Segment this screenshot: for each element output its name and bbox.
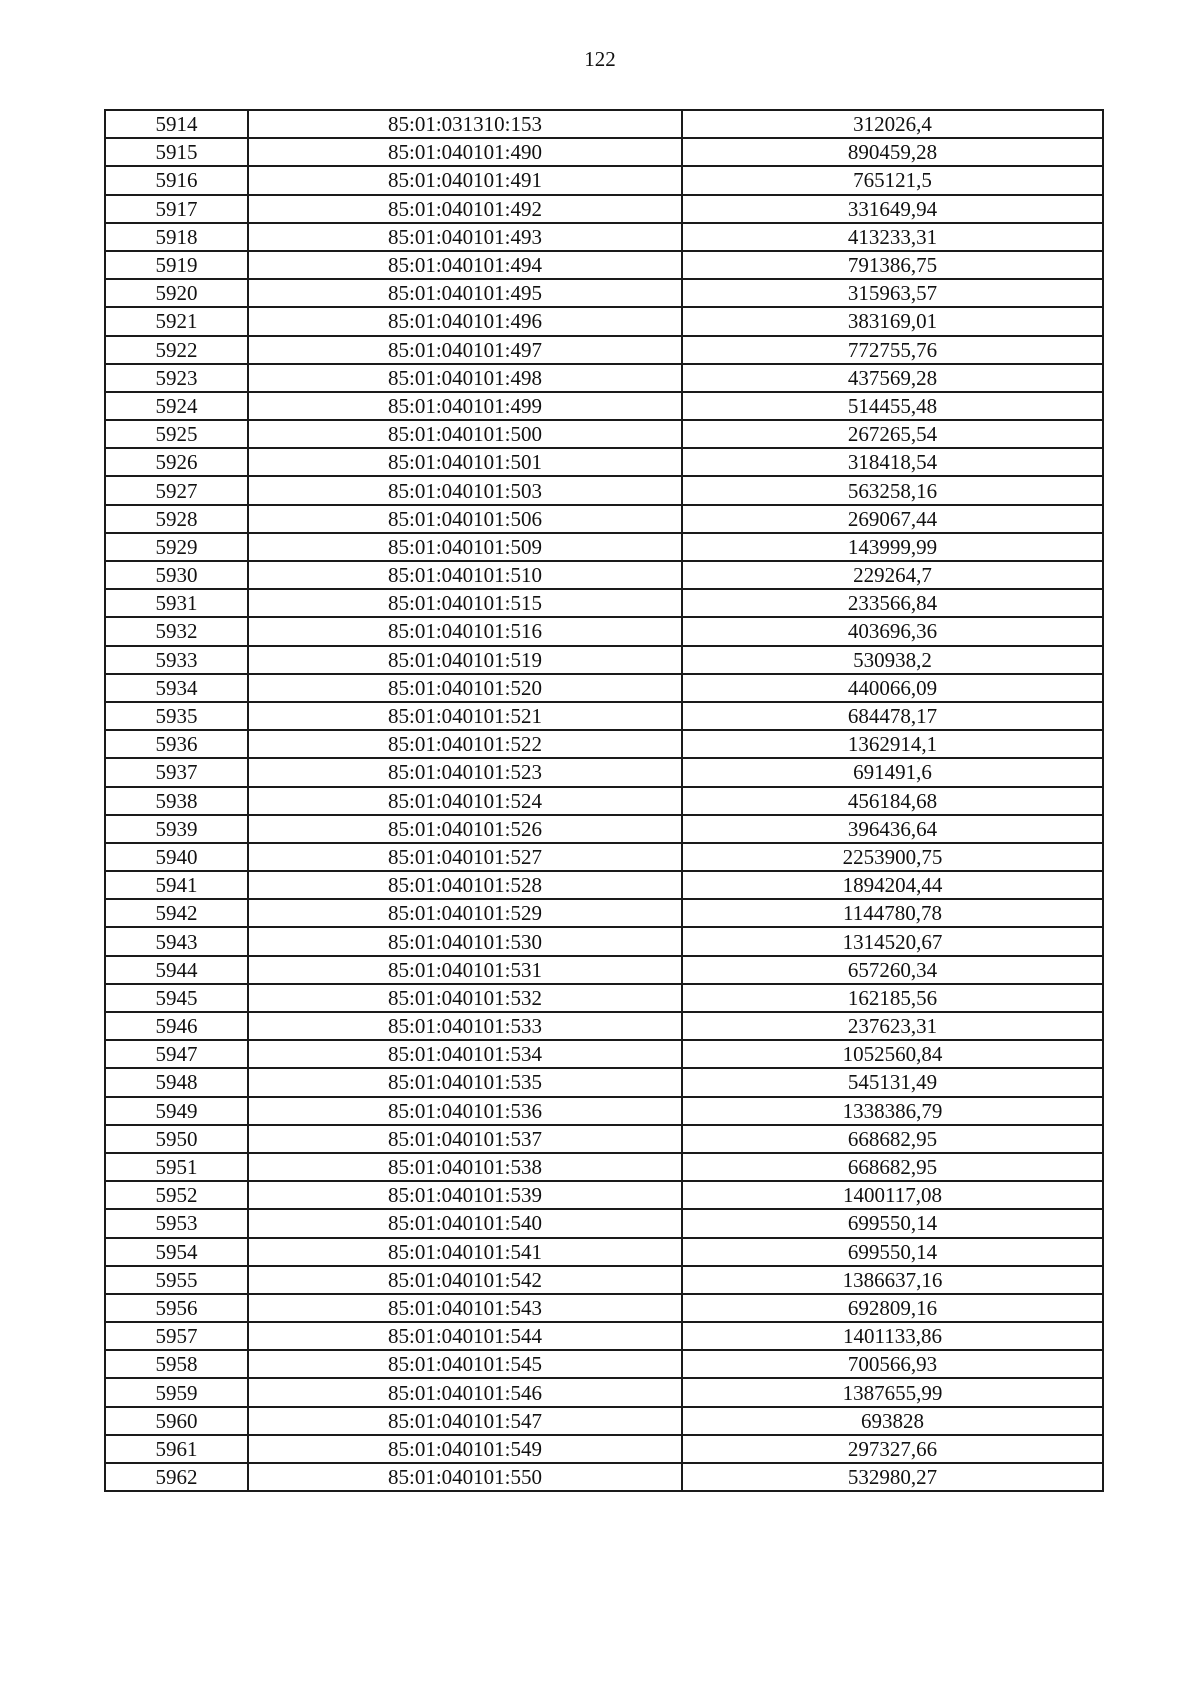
cadastral-number-cell: 85:01:040101:519 bbox=[248, 646, 682, 674]
table-row bbox=[105, 617, 1103, 645]
table-row bbox=[105, 1153, 1103, 1181]
value-cell: 267265,54 bbox=[682, 420, 1103, 448]
cadastral-number-cell: 85:01:040101:533 bbox=[248, 1012, 682, 1040]
value-cell: 657260,34 bbox=[682, 956, 1103, 984]
value-cell: 233566,84 bbox=[682, 589, 1103, 617]
row-number-cell: 5917 bbox=[105, 195, 248, 223]
cadastral-number-cell: 85:01:040101:493 bbox=[248, 223, 682, 251]
table-row bbox=[105, 1266, 1103, 1294]
row-number-cell: 5925 bbox=[105, 420, 248, 448]
cadastral-number-cell: 85:01:040101:516 bbox=[248, 617, 682, 645]
value-cell: 791386,75 bbox=[682, 251, 1103, 279]
value-cell: 403696,36 bbox=[682, 617, 1103, 645]
row-number-cell: 5943 bbox=[105, 927, 248, 955]
value-cell: 532980,27 bbox=[682, 1463, 1103, 1491]
cadastral-number-cell: 85:01:040101:545 bbox=[248, 1350, 682, 1378]
table-row bbox=[105, 1238, 1103, 1266]
table-row bbox=[105, 251, 1103, 279]
table-row bbox=[105, 758, 1103, 786]
table-row bbox=[105, 307, 1103, 335]
value-cell: 1052560,84 bbox=[682, 1040, 1103, 1068]
value-cell: 692809,16 bbox=[682, 1294, 1103, 1322]
row-number-cell: 5916 bbox=[105, 166, 248, 194]
row-number-cell: 5937 bbox=[105, 758, 248, 786]
value-cell: 1386637,16 bbox=[682, 1266, 1103, 1294]
row-number-cell: 5920 bbox=[105, 279, 248, 307]
row-number-cell: 5952 bbox=[105, 1181, 248, 1209]
row-number-cell: 5935 bbox=[105, 702, 248, 730]
cadastral-number-cell: 85:01:040101:491 bbox=[248, 166, 682, 194]
value-cell: 1314520,67 bbox=[682, 927, 1103, 955]
value-cell: 437569,28 bbox=[682, 364, 1103, 392]
value-cell: 765121,5 bbox=[682, 166, 1103, 194]
row-number-cell: 5938 bbox=[105, 787, 248, 815]
row-number-cell: 5941 bbox=[105, 871, 248, 899]
row-number-cell: 5950 bbox=[105, 1125, 248, 1153]
cadastral-number-cell: 85:01:040101:515 bbox=[248, 589, 682, 617]
row-number-cell: 5957 bbox=[105, 1322, 248, 1350]
table-row bbox=[105, 984, 1103, 1012]
table-row bbox=[105, 279, 1103, 307]
table-row bbox=[105, 730, 1103, 758]
row-number-cell: 5959 bbox=[105, 1378, 248, 1406]
value-cell: 1387655,99 bbox=[682, 1378, 1103, 1406]
value-cell: 1144780,78 bbox=[682, 899, 1103, 927]
value-cell: 315963,57 bbox=[682, 279, 1103, 307]
row-number-cell: 5921 bbox=[105, 307, 248, 335]
table-row bbox=[105, 1209, 1103, 1237]
cadastral-number-cell: 85:01:040101:524 bbox=[248, 787, 682, 815]
row-number-cell: 5956 bbox=[105, 1294, 248, 1322]
row-number-cell: 5955 bbox=[105, 1266, 248, 1294]
table-row bbox=[105, 843, 1103, 871]
cadastral-number-cell: 85:01:040101:543 bbox=[248, 1294, 682, 1322]
table-row bbox=[105, 927, 1103, 955]
cadastral-number-cell: 85:01:040101:547 bbox=[248, 1407, 682, 1435]
value-cell: 700566,93 bbox=[682, 1350, 1103, 1378]
row-number-cell: 5942 bbox=[105, 899, 248, 927]
cadastral-number-cell: 85:01:040101:549 bbox=[248, 1435, 682, 1463]
value-cell: 269067,44 bbox=[682, 505, 1103, 533]
cadastral-number-cell: 85:01:040101:506 bbox=[248, 505, 682, 533]
table-row bbox=[105, 476, 1103, 504]
row-number-cell: 5931 bbox=[105, 589, 248, 617]
value-cell: 514455,48 bbox=[682, 392, 1103, 420]
cadastral-number-cell: 85:01:040101:522 bbox=[248, 730, 682, 758]
value-cell: 383169,01 bbox=[682, 307, 1103, 335]
row-number-cell: 5949 bbox=[105, 1097, 248, 1125]
value-cell: 1401133,86 bbox=[682, 1322, 1103, 1350]
table-row bbox=[105, 533, 1103, 561]
cadastral-number-cell: 85:01:040101:520 bbox=[248, 674, 682, 702]
value-cell: 530938,2 bbox=[682, 646, 1103, 674]
value-cell: 772755,76 bbox=[682, 336, 1103, 364]
table-row bbox=[105, 815, 1103, 843]
table-row bbox=[105, 195, 1103, 223]
cadastral-number-cell: 85:01:040101:490 bbox=[248, 138, 682, 166]
cadastral-number-cell: 85:01:040101:498 bbox=[248, 364, 682, 392]
cadastral-number-cell: 85:01:040101:527 bbox=[248, 843, 682, 871]
table-row bbox=[105, 702, 1103, 730]
value-cell: 1400117,08 bbox=[682, 1181, 1103, 1209]
value-cell: 162185,56 bbox=[682, 984, 1103, 1012]
table-row bbox=[105, 392, 1103, 420]
cadastral-number-cell: 85:01:040101:529 bbox=[248, 899, 682, 927]
cadastral-number-cell: 85:01:040101:500 bbox=[248, 420, 682, 448]
row-number-cell: 5946 bbox=[105, 1012, 248, 1040]
page-number: 122 bbox=[584, 47, 616, 71]
row-number-cell: 5930 bbox=[105, 561, 248, 589]
value-cell: 1338386,79 bbox=[682, 1097, 1103, 1125]
cadastral-number-cell: 85:01:040101:542 bbox=[248, 1266, 682, 1294]
value-cell: 297327,66 bbox=[682, 1435, 1103, 1463]
table-row bbox=[105, 223, 1103, 251]
cadastral-number-cell: 85:01:040101:539 bbox=[248, 1181, 682, 1209]
cadastral-number-cell: 85:01:040101:532 bbox=[248, 984, 682, 1012]
value-cell: 456184,68 bbox=[682, 787, 1103, 815]
value-cell: 691491,6 bbox=[682, 758, 1103, 786]
cadastral-number-cell: 85:01:040101:501 bbox=[248, 448, 682, 476]
cadastral-value-table bbox=[104, 109, 1104, 1492]
cadastral-number-cell: 85:01:040101:497 bbox=[248, 336, 682, 364]
value-cell: 668682,95 bbox=[682, 1153, 1103, 1181]
row-number-cell: 5922 bbox=[105, 336, 248, 364]
value-cell: 237623,31 bbox=[682, 1012, 1103, 1040]
row-number-cell: 5929 bbox=[105, 533, 248, 561]
value-cell: 668682,95 bbox=[682, 1125, 1103, 1153]
row-number-cell: 5932 bbox=[105, 617, 248, 645]
table-row bbox=[105, 1463, 1103, 1491]
table-body bbox=[105, 110, 1103, 1491]
row-number-cell: 5954 bbox=[105, 1238, 248, 1266]
table-row bbox=[105, 589, 1103, 617]
cadastral-number-cell: 85:01:040101:499 bbox=[248, 392, 682, 420]
table-row bbox=[105, 1350, 1103, 1378]
row-number-cell: 5924 bbox=[105, 392, 248, 420]
table-row bbox=[105, 1322, 1103, 1350]
value-cell: 890459,28 bbox=[682, 138, 1103, 166]
table-row bbox=[105, 1068, 1103, 1096]
row-number-cell: 5947 bbox=[105, 1040, 248, 1068]
value-cell: 143999,99 bbox=[682, 533, 1103, 561]
value-cell: 413233,31 bbox=[682, 223, 1103, 251]
table-row bbox=[105, 1012, 1103, 1040]
cadastral-number-cell: 85:01:040101:537 bbox=[248, 1125, 682, 1153]
row-number-cell: 5944 bbox=[105, 956, 248, 984]
value-cell: 684478,17 bbox=[682, 702, 1103, 730]
cadastral-number-cell: 85:01:040101:538 bbox=[248, 1153, 682, 1181]
table-row bbox=[105, 1435, 1103, 1463]
value-cell: 2253900,75 bbox=[682, 843, 1103, 871]
table-row bbox=[105, 674, 1103, 702]
table-row bbox=[105, 871, 1103, 899]
table-row bbox=[105, 1040, 1103, 1068]
row-number-cell: 5923 bbox=[105, 364, 248, 392]
cadastral-number-cell: 85:01:040101:540 bbox=[248, 1209, 682, 1237]
row-number-cell: 5934 bbox=[105, 674, 248, 702]
row-number-cell: 5945 bbox=[105, 984, 248, 1012]
table-row bbox=[105, 336, 1103, 364]
table-row bbox=[105, 505, 1103, 533]
cadastral-number-cell: 85:01:040101:526 bbox=[248, 815, 682, 843]
row-number-cell: 5939 bbox=[105, 815, 248, 843]
value-cell: 312026,4 bbox=[682, 110, 1103, 138]
cadastral-number-cell: 85:01:040101:495 bbox=[248, 279, 682, 307]
table-row bbox=[105, 364, 1103, 392]
table-row bbox=[105, 1378, 1103, 1406]
table-row bbox=[105, 110, 1103, 138]
cadastral-number-cell: 85:01:040101:530 bbox=[248, 927, 682, 955]
cadastral-number-cell: 85:01:040101:536 bbox=[248, 1097, 682, 1125]
cadastral-number-cell: 85:01:040101:510 bbox=[248, 561, 682, 589]
row-number-cell: 5962 bbox=[105, 1463, 248, 1491]
cadastral-number-cell: 85:01:040101:541 bbox=[248, 1238, 682, 1266]
cadastral-number-cell: 85:01:040101:544 bbox=[248, 1322, 682, 1350]
row-number-cell: 5914 bbox=[105, 110, 248, 138]
table-row bbox=[105, 1294, 1103, 1322]
cadastral-number-cell: 85:01:040101:523 bbox=[248, 758, 682, 786]
table-row bbox=[105, 899, 1103, 927]
value-cell: 545131,49 bbox=[682, 1068, 1103, 1096]
row-number-cell: 5919 bbox=[105, 251, 248, 279]
table-row bbox=[105, 956, 1103, 984]
row-number-cell: 5940 bbox=[105, 843, 248, 871]
row-number-cell: 5953 bbox=[105, 1209, 248, 1237]
row-number-cell: 5926 bbox=[105, 448, 248, 476]
cadastral-number-cell: 85:01:040101:534 bbox=[248, 1040, 682, 1068]
table-row bbox=[105, 561, 1103, 589]
value-cell: 396436,64 bbox=[682, 815, 1103, 843]
cadastral-number-cell: 85:01:040101:496 bbox=[248, 307, 682, 335]
table-row bbox=[105, 1181, 1103, 1209]
cadastral-number-cell: 85:01:031310:153 bbox=[248, 110, 682, 138]
value-cell: 1894204,44 bbox=[682, 871, 1103, 899]
value-cell: 699550,14 bbox=[682, 1209, 1103, 1237]
cadastral-number-cell: 85:01:040101:546 bbox=[248, 1378, 682, 1406]
value-cell: 693828 bbox=[682, 1407, 1103, 1435]
table-row bbox=[105, 1097, 1103, 1125]
cadastral-number-cell: 85:01:040101:509 bbox=[248, 533, 682, 561]
row-number-cell: 5960 bbox=[105, 1407, 248, 1435]
row-number-cell: 5961 bbox=[105, 1435, 248, 1463]
table-row bbox=[105, 787, 1103, 815]
row-number-cell: 5915 bbox=[105, 138, 248, 166]
cadastral-number-cell: 85:01:040101:492 bbox=[248, 195, 682, 223]
cadastral-number-cell: 85:01:040101:550 bbox=[248, 1463, 682, 1491]
table-row bbox=[105, 420, 1103, 448]
table-row bbox=[105, 166, 1103, 194]
table-row bbox=[105, 138, 1103, 166]
table-row bbox=[105, 646, 1103, 674]
table-row bbox=[105, 448, 1103, 476]
cadastral-number-cell: 85:01:040101:528 bbox=[248, 871, 682, 899]
row-number-cell: 5948 bbox=[105, 1068, 248, 1096]
row-number-cell: 5933 bbox=[105, 646, 248, 674]
value-cell: 318418,54 bbox=[682, 448, 1103, 476]
cadastral-number-cell: 85:01:040101:494 bbox=[248, 251, 682, 279]
value-cell: 563258,16 bbox=[682, 476, 1103, 504]
value-cell: 331649,94 bbox=[682, 195, 1103, 223]
value-cell: 440066,09 bbox=[682, 674, 1103, 702]
value-cell: 1362914,1 bbox=[682, 730, 1103, 758]
cadastral-number-cell: 85:01:040101:521 bbox=[248, 702, 682, 730]
row-number-cell: 5928 bbox=[105, 505, 248, 533]
value-cell: 699550,14 bbox=[682, 1238, 1103, 1266]
value-cell: 229264,7 bbox=[682, 561, 1103, 589]
table-row bbox=[105, 1125, 1103, 1153]
cadastral-number-cell: 85:01:040101:531 bbox=[248, 956, 682, 984]
table-row bbox=[105, 1407, 1103, 1435]
row-number-cell: 5918 bbox=[105, 223, 248, 251]
row-number-cell: 5958 bbox=[105, 1350, 248, 1378]
row-number-cell: 5936 bbox=[105, 730, 248, 758]
cadastral-number-cell: 85:01:040101:535 bbox=[248, 1068, 682, 1096]
row-number-cell: 5951 bbox=[105, 1153, 248, 1181]
cadastral-number-cell: 85:01:040101:503 bbox=[248, 476, 682, 504]
row-number-cell: 5927 bbox=[105, 476, 248, 504]
